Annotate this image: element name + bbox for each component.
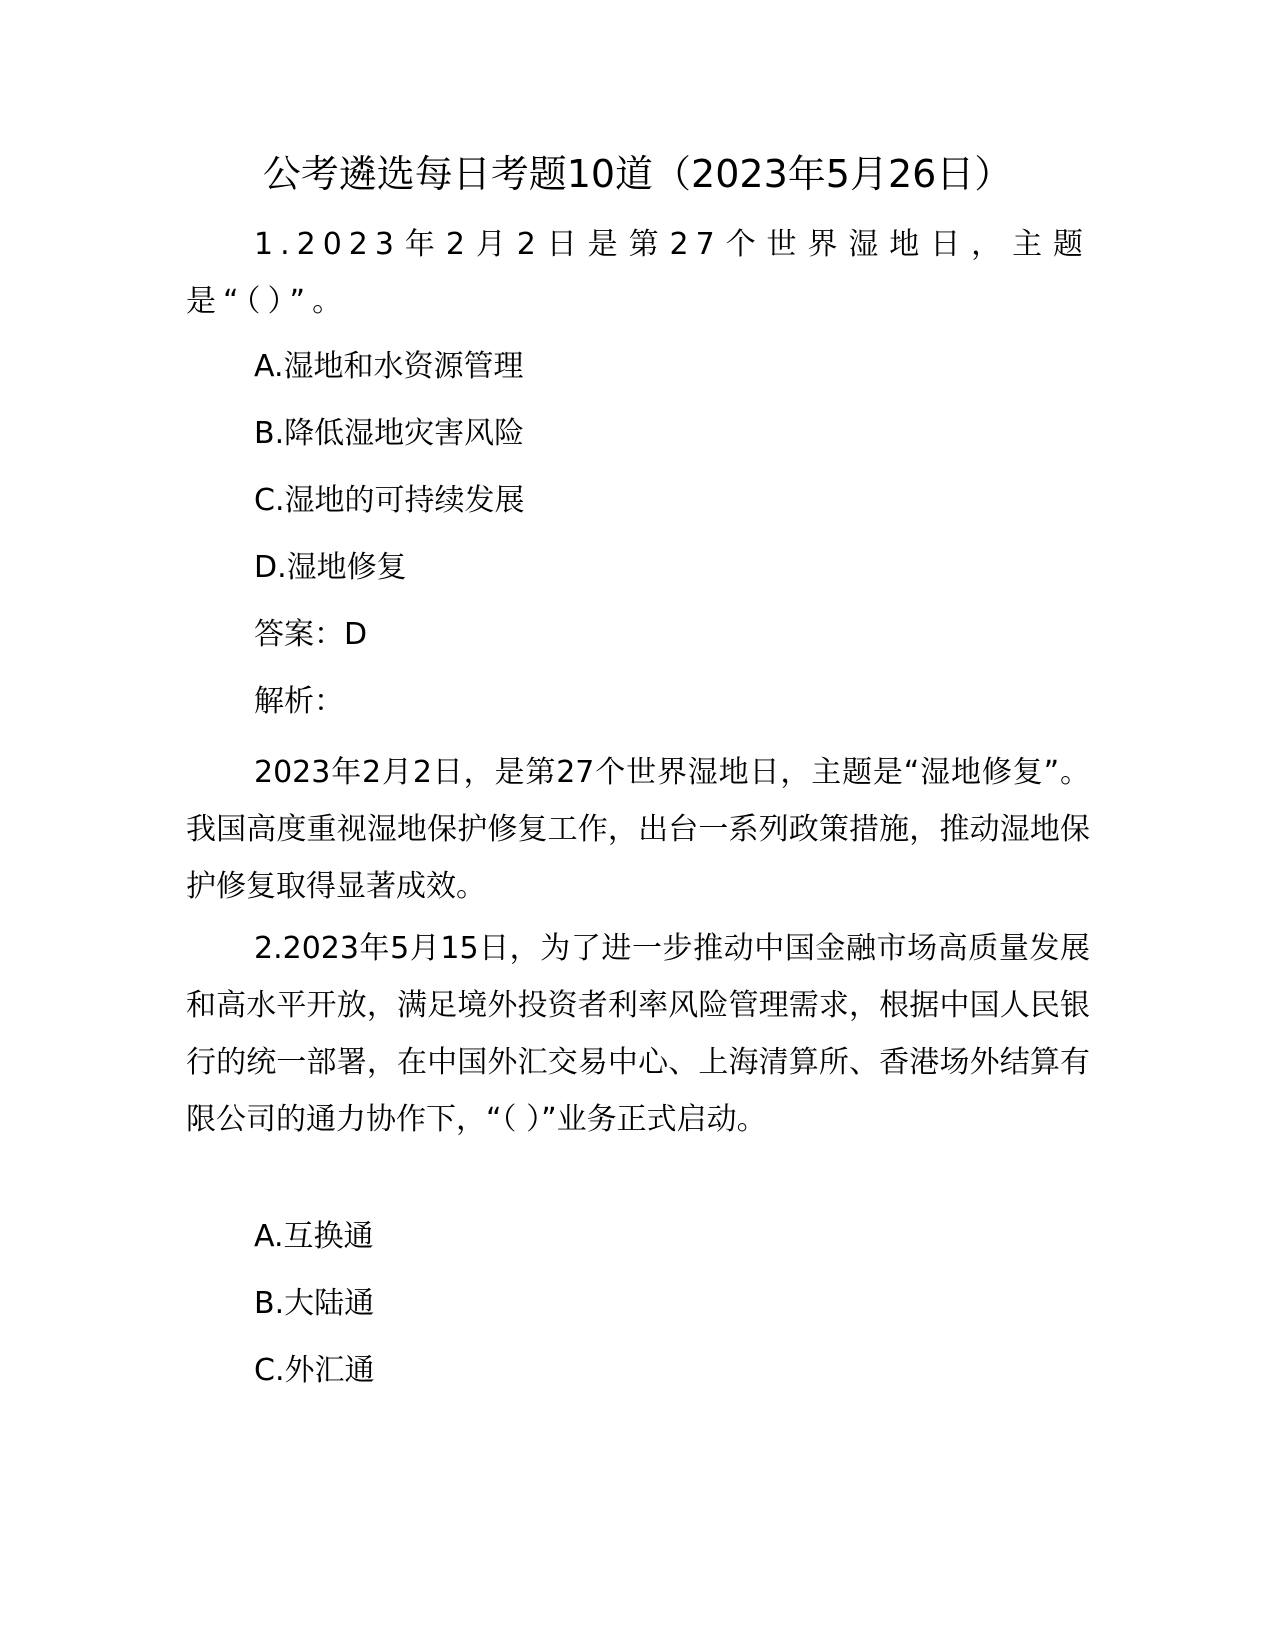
question-1-option-b: B.降低湿地灾害风险 xyxy=(254,416,525,451)
question-2-text: 2.2023年5月15日，为了进一步推动中国金融市场高质量发展和高水平开放，满足境外投资者利率风险管理需求，根据中国人民银行的统一部署，在中国外汇交易中心、上海清算所、香港场外结算有限公司的通力协作下，“（ ）”业务正式启动。 xyxy=(186,931,1090,1137)
question-2-option-a: A.互换通 xyxy=(254,1219,374,1254)
question-1-option-c: C.湿地的可持续发展 xyxy=(254,483,525,518)
question-1-option-d: D.湿地修复 xyxy=(254,550,407,585)
question-1-analysis: 2023年2月2日，是第27个世界湿地日，主题是“湿地修复”。我国高度重视湿地保护修复工作，出台一系列政策措施，推动湿地保护修复取得显著成效。 xyxy=(186,755,1090,904)
question-2-option-c: C.外汇通 xyxy=(254,1353,375,1388)
page-title: 公考遴选每日考题10道（2023年5月26日） xyxy=(262,152,1013,196)
question-1-option-a: A.湿地和水资源管理 xyxy=(254,349,524,384)
question-1-text: 1.2023年2月2日是第27个世界湿地日，主题是“（）”。 xyxy=(186,227,1090,319)
question-1-analysis-label: 解析： xyxy=(254,684,344,719)
question-1-answer: 答案：D xyxy=(254,617,368,652)
question-2-option-b: B.大陆通 xyxy=(254,1286,375,1321)
